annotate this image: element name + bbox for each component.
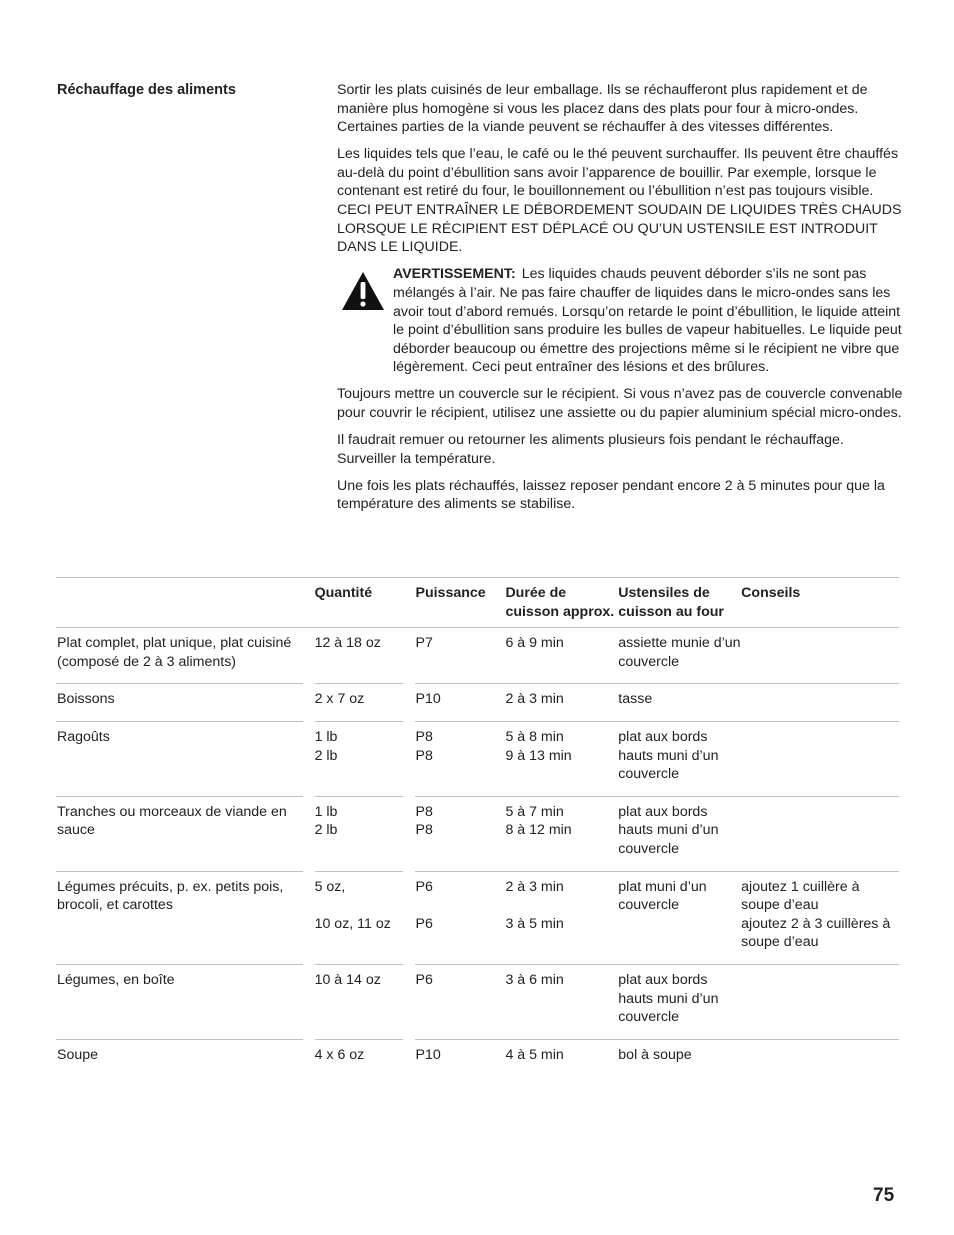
cell-duration <box>505 628 618 683</box>
page-number: 75 <box>873 1185 895 1206</box>
cell-tips-line: ajoutez 1 cuillère à soupe d’eau <box>741 878 860 914</box>
reheating-table <box>56 577 899 1076</box>
header-tips: Conseils <box>741 578 899 628</box>
paragraph: Toujours mettre un couvercle sur le récipient. Si vous n’avez pas de couvercle convenable pour couvrir le récipient, utilisez une assiette ou du papier aluminium spécial micro-ondes. <box>337 386 903 421</box>
table-row <box>56 722 899 796</box>
cell-quantity <box>315 872 416 964</box>
cell-power-line: P7 <box>415 635 433 652</box>
cell-food-line: Légumes, en boîte <box>57 971 175 988</box>
cell-tips <box>741 628 899 683</box>
cell-duration-line: 5 à 7 min <box>505 803 564 820</box>
cell-utensil-line: plat aux bords hauts muni d’un couvercle <box>618 971 719 1026</box>
cell-quantity-line: 2 lb <box>314 747 338 764</box>
warning-triangle-icon <box>341 271 385 311</box>
cell-quantity <box>315 1040 416 1077</box>
cell-quantity <box>315 722 416 796</box>
cell-power-line: P10 <box>415 691 441 708</box>
cell-duration <box>505 1040 618 1077</box>
cell-food-line: Ragoûts <box>57 728 110 745</box>
cell-quantity-line: 1 lb <box>314 803 338 820</box>
cell-utensil-line: plat aux bords hauts muni d’un couvercle <box>618 803 719 857</box>
cell-tips <box>741 684 899 721</box>
cell-utensil <box>618 722 741 796</box>
cell-power-line: P8 <box>415 728 433 745</box>
cell-power <box>415 628 505 683</box>
cell-food <box>56 1040 315 1077</box>
header-utensil: Ustensiles de cuisson au four <box>618 578 741 628</box>
cell-tips <box>741 722 899 796</box>
cell-food <box>56 722 315 796</box>
cell-utensil-line: plat aux bords hauts muni d’un couvercle <box>618 728 719 783</box>
cell-utensil <box>618 965 741 1039</box>
cell-duration <box>505 722 618 796</box>
cell-duration-line: 8 à 12 min <box>505 822 572 839</box>
cell-food-line: Tranches ou morceaux de viande en sauce <box>57 803 287 839</box>
cell-utensil-line: plat muni d’un couvercle <box>618 878 707 914</box>
cell-power <box>415 797 505 871</box>
cell-utensil <box>618 1040 741 1077</box>
cell-quantity <box>315 965 416 1039</box>
cell-quantity-line: 5 oz, <box>314 878 346 895</box>
cell-food-line: Plat complet, plat unique, plat cuisiné (composé de 2 à 3 aliments) <box>57 635 292 670</box>
cell-quantity-line: 4 x 6 oz <box>314 1046 365 1063</box>
cell-food-line: Boissons <box>57 691 115 708</box>
header-quantity: Quantité <box>315 578 416 628</box>
cell-quantity-line: 2 x 7 oz <box>314 691 365 708</box>
table-body <box>56 627 899 1076</box>
paragraph: Une fois les plats réchauffés, laissez reposer pendant encore 2 à 5 minutes pour que la température des aliments se stabilise. <box>337 477 885 513</box>
cell-utensil <box>618 628 741 683</box>
cell-power-line: P6 <box>415 915 433 932</box>
cell-utensil <box>618 797 741 871</box>
cell-food-line: Légumes précuits, p. ex. petits pois, brocoli, et carottes <box>57 878 284 914</box>
body-text <box>337 81 903 522</box>
warning-text: Les liquides chauds peuvent déborder s’ils ne sont pas mélangés à l’air. Ne pas faire chauffer de liquides dans le micro-ondes sans les avoir tout d’abord remués. Lorsqu’on retarde le point d’ébullition, le liquide atteint le point d’ébullition sans produire les bulles de vapeur habituelles. Le liquide peut déborder beaucoup ou émettre des projections même si le récipient ne vibre que légèrement. Ceci peut entraîner des lésions et des brûlures. <box>393 266 902 376</box>
cell-power-line: P8 <box>415 803 433 820</box>
paragraph: Sortir les plats cuisinés de leur emballage. Ils se réchaufferont plus rapidement et de manière plus homogène si vous les placez dans des plats pour four à micro-ondes. Certaines parties de la viande peuvent se réchauffer à des vitesses différentes. <box>337 82 868 136</box>
cell-duration-line: 3 à 6 min <box>505 971 564 988</box>
cell-food <box>56 797 315 871</box>
header-food <box>56 578 315 628</box>
cell-power-line: P8 <box>415 822 433 839</box>
cell-food <box>56 684 315 721</box>
cell-utensil-line: assiette munie d’un couvercle <box>618 635 741 670</box>
cell-power <box>415 722 505 796</box>
table-row <box>56 628 899 683</box>
cell-utensil-line: bol à soupe <box>618 1046 692 1063</box>
cell-utensil-line: tasse <box>618 691 653 708</box>
cell-quantity <box>315 797 416 871</box>
cell-tips <box>741 1040 899 1077</box>
cell-quantity-line: 10 à 14 oz <box>314 971 381 988</box>
cell-duration-line: 9 à 13 min <box>505 747 572 764</box>
cell-quantity-line: 1 lb <box>314 728 338 745</box>
cell-quantity <box>315 628 416 683</box>
warning-label: AVERTISSEMENT: <box>393 266 516 283</box>
cell-tips <box>741 965 899 1039</box>
paragraph: Il faudrait remuer ou retourner les aliments plusieurs fois pendant le réchauffage. Surveiller la température. <box>337 432 844 467</box>
cell-duration <box>505 965 618 1039</box>
cell-power <box>415 872 505 964</box>
cell-power-line: P6 <box>415 878 433 895</box>
cell-quantity-line: 2 lb <box>314 822 338 839</box>
cell-quantity-line: 10 oz, 11 oz <box>314 915 391 932</box>
cell-food <box>56 628 315 683</box>
cell-duration-line: 4 à 5 min <box>505 1046 564 1063</box>
cell-tips-line: ajoutez 2 à 3 cuillères à soupe d’eau <box>741 915 891 951</box>
cell-quantity-line: 12 à 18 oz <box>314 635 381 652</box>
header-duration: Durée de cuisson approx. <box>505 578 618 628</box>
cell-duration-line: 2 à 3 min <box>505 878 564 895</box>
cell-duration-line: 2 à 3 min <box>505 691 564 708</box>
cell-duration <box>505 797 618 871</box>
cell-duration <box>505 872 618 964</box>
table-row <box>56 797 899 871</box>
warning-block <box>337 265 903 377</box>
table-header-row <box>56 578 899 628</box>
paragraph: Les liquides tels que l’eau, le café ou le thé peuvent surchauffer. Ils peuvent être chauffés au-delà du point d’ébullition sans avoir l’apparence de bouillir. Par exemple, lorsque le contenant est retiré du four, le bouillonnement ou l’ébullition n’est pas toujours visible. CECI PEUT ENTRAÎNER LE DÉBORDEMENT SOUDAIN DE LIQUIDES TRÈS CHAUDS LORSQUE LE RÉCIPIENT EST DÉPLACÉ OU QU’UN USTENSILE EST INTRODUIT DANS LE LIQUIDE. <box>337 146 902 256</box>
cell-tips <box>741 872 899 964</box>
cell-power-line: P6 <box>415 971 433 988</box>
section-title: Réchauffage des aliments <box>57 82 236 98</box>
table-row <box>56 965 899 1039</box>
table-row <box>56 872 899 964</box>
cell-utensil <box>618 872 741 964</box>
cell-duration <box>505 684 618 721</box>
cell-power <box>415 1040 505 1077</box>
cell-utensil <box>618 684 741 721</box>
cell-duration-line: 3 à 5 min <box>505 915 564 932</box>
cell-power-line: P10 <box>415 1046 441 1063</box>
cell-duration-line: 6 à 9 min <box>505 635 564 652</box>
cell-power <box>415 965 505 1039</box>
header-power: Puissance <box>415 578 505 628</box>
cell-duration-line: 5 à 8 min <box>505 728 564 745</box>
cell-tips <box>741 797 899 871</box>
cell-power <box>415 684 505 721</box>
cell-food <box>56 872 315 964</box>
cell-quantity <box>315 684 416 721</box>
cell-food <box>56 965 315 1039</box>
table-row <box>56 1040 899 1077</box>
cell-food-line: Soupe <box>57 1046 99 1063</box>
table-row <box>56 684 899 721</box>
cell-power-line: P8 <box>415 747 433 764</box>
